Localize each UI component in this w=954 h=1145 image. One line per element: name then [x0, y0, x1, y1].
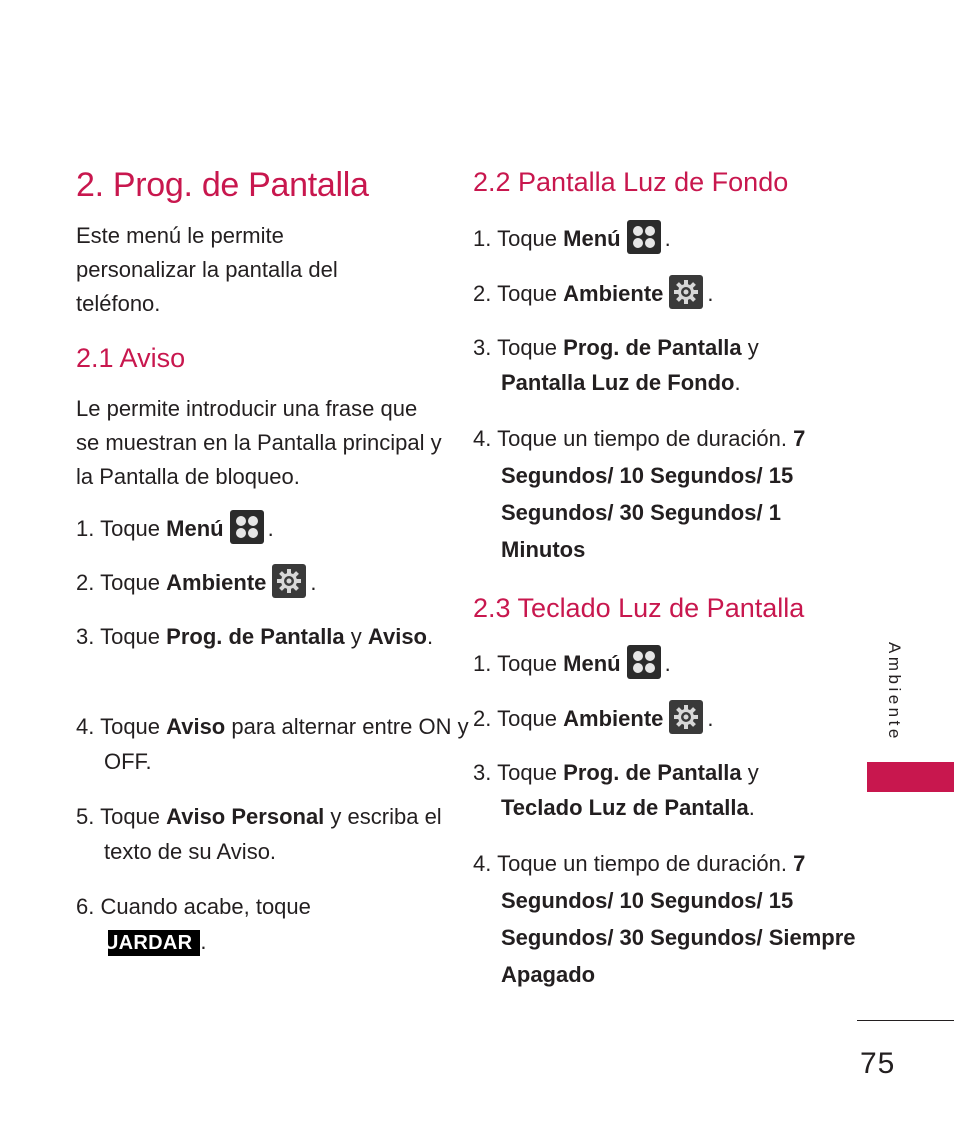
teclado-step-3	[473, 755, 831, 825]
step-mid: y	[350, 624, 362, 649]
step-text: Toque	[100, 804, 161, 829]
step-post: .	[707, 706, 714, 731]
step-post: .	[267, 516, 274, 541]
luz-fondo-step-2	[473, 275, 881, 311]
page-number: 75	[860, 1047, 896, 1080]
section-heading-aviso: 2.1 Aviso	[76, 343, 186, 373]
teclado-step-2	[473, 700, 881, 736]
step-number: 3.	[473, 760, 492, 785]
step-bold: Ambiente	[166, 570, 267, 595]
aviso-step-6	[76, 889, 394, 959]
luz-fondo-step-3	[473, 330, 831, 400]
step-text: Toque	[100, 516, 161, 541]
step-post: .	[200, 929, 207, 954]
step-text: Toque	[497, 335, 558, 360]
step-text: Toque	[497, 281, 558, 306]
luz-fondo-step-1	[473, 220, 881, 256]
step-number: 5.	[76, 804, 95, 829]
menu-grid-icon	[230, 510, 264, 544]
step-post: .	[748, 795, 755, 820]
step-bold: Ambiente	[563, 706, 664, 731]
step-post: .	[310, 570, 317, 595]
menu-grid-icon	[627, 220, 661, 254]
page-title: 2. Prog. de Pantalla	[76, 166, 369, 204]
settings-gear-icon	[272, 564, 306, 598]
step-post: .	[734, 370, 741, 395]
duration-options: 7 Segundos/ 10 Segundos/ 15 Segundos/ 30 Segundos/ Siempre Apagado	[501, 851, 856, 987]
step-bold: Prog. de Pantalla	[166, 624, 345, 649]
step-post: .	[707, 281, 714, 306]
step-number: 3.	[473, 335, 492, 360]
step-text: Toque	[497, 760, 558, 785]
side-tab-marker	[867, 762, 954, 792]
luz-fondo-step-4	[473, 420, 861, 568]
aviso-step-2	[76, 564, 484, 600]
aviso-step-1	[76, 510, 484, 546]
step-bold: Menú	[563, 651, 621, 676]
step-number: 4.	[473, 426, 492, 451]
step-text: Toque un tiempo de duración.	[497, 426, 787, 451]
step-bold-2: Teclado Luz de Pantalla	[501, 795, 749, 820]
step-post: .	[664, 651, 671, 676]
section-heading-teclado-luz-de-pantalla: 2.3 Teclado Luz de Pantalla	[473, 593, 805, 623]
side-tab-label: Ambiente	[885, 642, 904, 742]
step-bold: Prog. de Pantalla	[563, 760, 742, 785]
section-heading-pantalla-luz-de-fondo: 2.2 Pantalla Luz de Fondo	[473, 167, 789, 197]
step-text: Toque un tiempo de duración.	[497, 851, 787, 876]
settings-gear-icon	[669, 700, 703, 734]
step-number: 2.	[473, 706, 492, 731]
aviso-step-5	[76, 799, 484, 869]
step-text: Toque	[100, 714, 161, 739]
step-text: Toque	[100, 570, 161, 595]
step-number: 1.	[76, 516, 95, 541]
guardar-button[interactable]: GUARDAR	[108, 930, 200, 956]
step-text: Cuando acabe, toque	[100, 894, 311, 919]
step-post: .	[664, 226, 671, 251]
step-number: 4.	[473, 851, 492, 876]
step-mid: y	[747, 760, 759, 785]
step-number: 1.	[473, 226, 492, 251]
step-post: .	[427, 624, 434, 649]
step-bold: Aviso Personal	[166, 804, 325, 829]
duration-options: 7 Segundos/ 10 Segundos/ 15 Segundos/ 30 Segundos/ 1 Minutos	[501, 426, 806, 562]
step-bold-2: Pantalla Luz de Fondo	[501, 370, 735, 395]
step-bold: Menú	[563, 226, 621, 251]
teclado-step-1	[473, 645, 881, 681]
intro-text: Este menú le permite personalizar la pantalla del teléfono.	[76, 223, 338, 316]
step-bold: Menú	[166, 516, 224, 541]
step-bold: Prog. de Pantalla	[563, 335, 742, 360]
step-number: 1.	[473, 651, 492, 676]
aviso-step-3	[76, 619, 484, 654]
step-number: 2.	[473, 281, 492, 306]
step-number: 3.	[76, 624, 95, 649]
step-text: Toque	[497, 226, 558, 251]
step-post: y escriba el texto de su Aviso.	[104, 804, 442, 864]
step-text: Toque	[497, 706, 558, 731]
step-number: 4.	[76, 714, 95, 739]
step-number: 2.	[76, 570, 95, 595]
step-number: 6.	[76, 894, 95, 919]
teclado-step-4	[473, 845, 861, 993]
step-text: Toque	[497, 651, 558, 676]
menu-grid-icon	[627, 645, 661, 679]
settings-gear-icon	[669, 275, 703, 309]
step-bold: Aviso	[166, 714, 226, 739]
step-post: para alternar entre ON y OFF.	[104, 714, 469, 774]
section-aviso-description: Le permite introducir una frase que se muestran en la Pantalla principal y la Pantalla de bloqueo.	[76, 396, 442, 489]
step-text: Toque	[100, 624, 161, 649]
step-bold: Ambiente	[563, 281, 664, 306]
step-mid: y	[747, 335, 759, 360]
footer-divider	[857, 1020, 954, 1021]
aviso-step-4	[76, 709, 484, 779]
step-bold-2: Aviso	[367, 624, 427, 649]
